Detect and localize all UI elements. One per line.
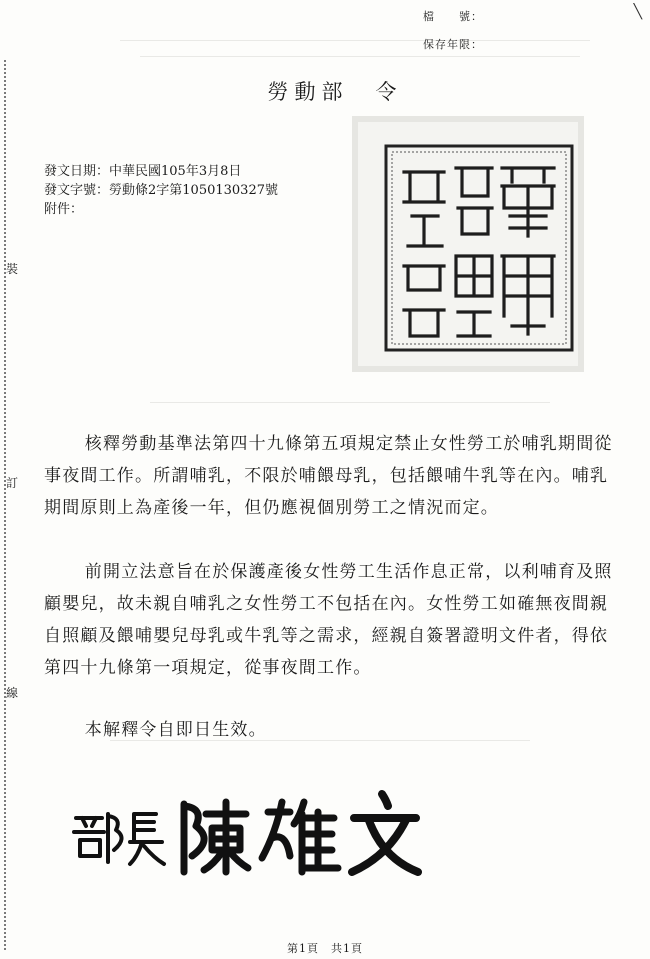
issue-date: [44, 162, 241, 181]
reference-label: 發文字號：: [44, 183, 110, 198]
scan-artifact: [120, 40, 590, 41]
binding-line: [4, 60, 6, 950]
retention-label: 保存年限：: [423, 38, 483, 51]
body-paragraph-text: 核釋勞動基準法第四十九條第五項規定禁止女性勞工於哺乳期間從事夜間工作。所謂哺乳，不限於哺餵母乳，包括餵哺牛乳等在內。哺乳期間原則上為產後一年，但仍應視個別勞工之情況而定。: [44, 434, 613, 518]
issue-date-label: 發文日期：: [44, 164, 110, 179]
attachment: [44, 200, 83, 219]
binding-char-1: 裝: [6, 262, 19, 276]
reference-number: [44, 181, 278, 200]
scan-artifact: [150, 402, 550, 403]
body-paragraph-text: 本解釋令自即日生效。: [84, 720, 267, 740]
document-title: 勞動部 令: [267, 80, 403, 104]
body-paragraph-1: [44, 428, 614, 524]
body-paragraph-text: 前開立法意旨在於保護產後女性勞工生活作息正常，以利哺育及照顧嬰兒，故未親自哺乳之女性勞工不包括在內。女性勞工如確無夜間親自照顧及餵哺嬰兒母乳或牛乳等之需求，經親自簽署證明文件者，得依第四十九條第一項規定，從事夜間工作。: [44, 562, 613, 678]
signature-graphic: [72, 788, 432, 878]
body-paragraph-2: [44, 556, 614, 684]
binding-char-2: 訂: [6, 476, 19, 490]
page-number: 第1頁 共1頁: [287, 942, 363, 955]
official-seal-icon: [352, 116, 584, 372]
reference-value: 勞動條2字第1050130327號: [109, 183, 278, 198]
corner-mark: ╲: [633, 4, 642, 20]
attachment-label: 附件：: [44, 202, 84, 217]
binding-char-3: 線: [6, 686, 19, 700]
body-paragraph-3: [44, 714, 614, 746]
seal-graphic: [352, 116, 584, 372]
file-number-label: 檔 號：: [423, 10, 483, 23]
scan-artifact: [140, 56, 580, 57]
issue-date-value: 中華民國105年3月8日: [109, 164, 242, 179]
minister-signature: [72, 788, 432, 878]
